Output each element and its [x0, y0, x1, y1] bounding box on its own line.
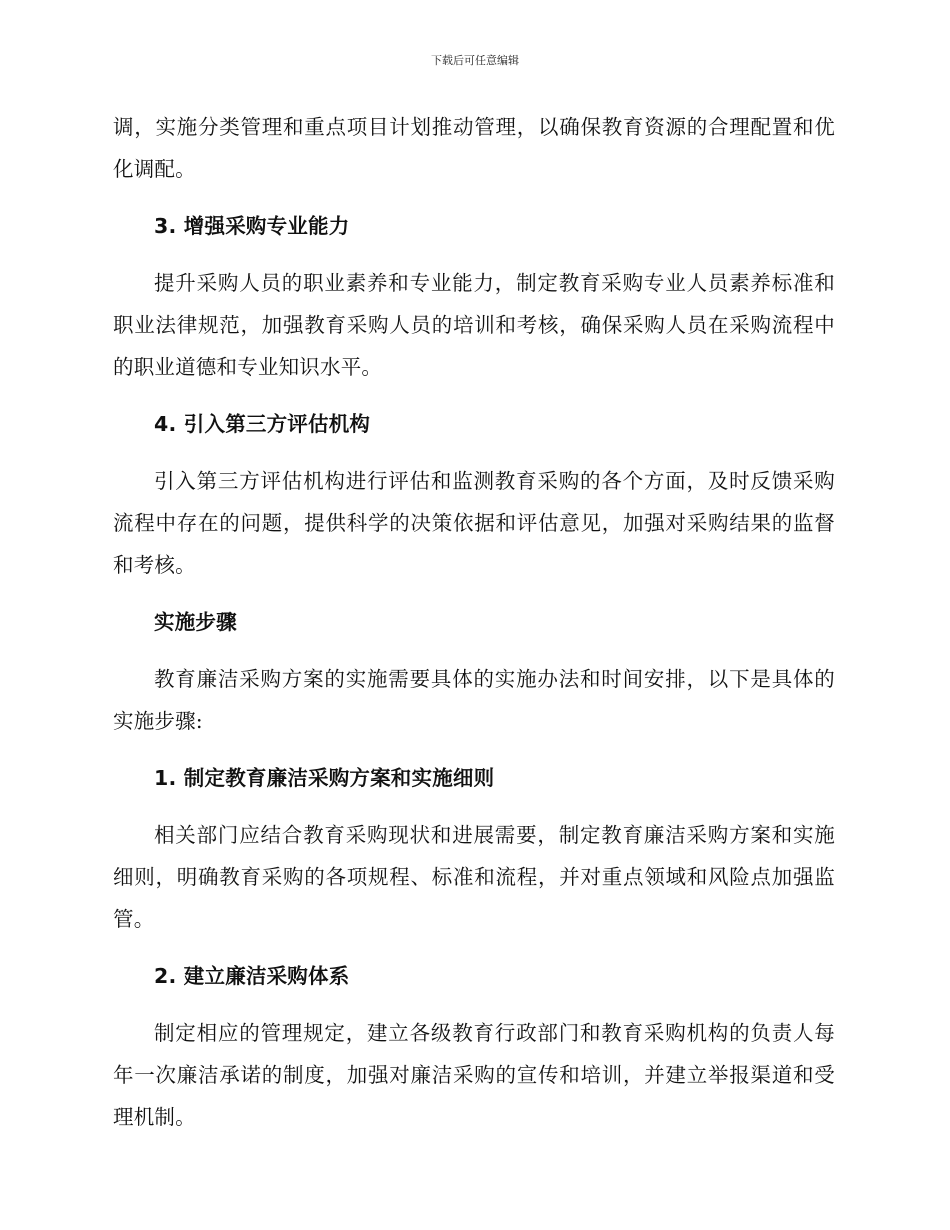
paragraph-procurement-capability: 提升采购人员的职业素养和专业能力，制定教育采购专业人员素养标准和职业法律规范，加强教育采购人员的培训和考核，确保采购人员在采购流程中的职业道德和专业知识水平。: [113, 271, 835, 379]
page-header: 下载后可任意编辑: [431, 54, 519, 67]
paragraph-step-2-system: 制定相应的管理规定，建立各级教育行政部门和教育采购机构的负责人每年一次廉洁承诺的制度，加强对廉洁采购的宣传和培训，并建立举报渠道和受理机制。: [113, 1021, 835, 1129]
heading-procurement-capability: 3. 增强采购专业能力: [154, 214, 350, 238]
heading-step-2-system: 2. 建立廉洁采购体系: [154, 964, 350, 988]
heading-implementation-steps: 实施步骤: [154, 610, 237, 634]
paragraph-resource-allocation: 调，实施分类管理和重点项目计划推动管理，以确保教育资源的合理配置和优化调配。: [113, 115, 835, 181]
heading-step-1-plan: 1. 制定教育廉洁采购方案和实施细则: [154, 766, 495, 790]
paragraph-implementation-steps: 教育廉洁采购方案的实施需要具体的实施办法和时间安排，以下是具体的实施步骤:: [113, 667, 835, 733]
paragraph-third-party-evaluation: 引入第三方评估机构进行评估和监测教育采购的各个方面，及时反馈采购流程中存在的问题，提供科学的决策依据和评估意见，加强对采购结果的监督和考核。: [113, 469, 835, 577]
paragraph-step-1-plan: 相关部门应结合教育采购现状和进展需要，制定教育廉洁采购方案和实施细则，明确教育采购的各项规程、标准和流程，并对重点领域和风险点加强监管。: [113, 823, 835, 931]
heading-third-party-evaluation: 4. 引入第三方评估机构: [154, 412, 371, 436]
document-body: [113, 106, 835, 1153]
